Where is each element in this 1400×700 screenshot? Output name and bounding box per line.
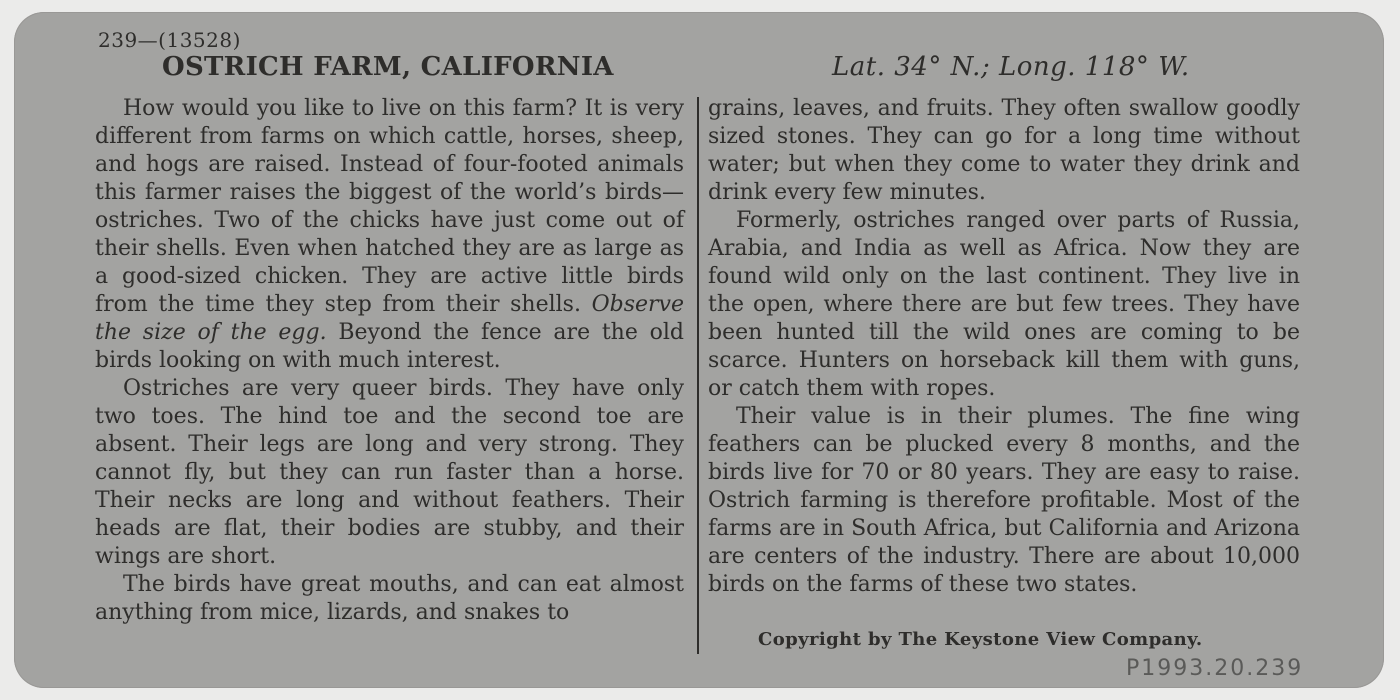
left-text-column bbox=[95, 95, 684, 627]
paragraph-description: Ostriches are very queer birds. They have only two toes. The hind toe and the second toe are absent. Their legs are long and very strong. They cannot fly, but they can run faster than a horse. Their necks are long and without feathers. Their heads are flat, their bodies are stubby, and their wings are short. bbox=[95, 376, 684, 569]
catalog-number: 239—(13528) bbox=[98, 28, 241, 52]
card-title: OSTRICH FARM, CALIFORNIA bbox=[162, 52, 614, 82]
right-text-column bbox=[708, 95, 1300, 599]
stereoview-card-back bbox=[14, 12, 1384, 688]
coordinates: Lat. 34° N.; Long. 118° W. bbox=[832, 52, 1190, 82]
paragraph-intro-italic: Observe the size of the egg. bbox=[95, 292, 684, 345]
paragraph-intro-end: Beyond the fence are the old birds looking on with much interest. bbox=[95, 320, 684, 373]
paragraph-diet-continued: grains, leaves, and fruits. They often swallow goodly sized stones. They can go for a long time without water; but when they come to water they drink and drink every few minutes. bbox=[708, 96, 1300, 205]
paragraph-intro-start: How would you like to live on this farm? It is very different from farms on which cattle, horses, sheep, and hogs are raised. Instead of four-footed animals this farmer raises the biggest of the world’s birds—ostriches. Two of the chicks have just come out of their shells. Even when hatched they are as large as a good-sized chicken. They are active little birds from the time they step from their shells. bbox=[95, 96, 684, 317]
paragraph-value: Their value is in their plumes. The fine wing feathers can be plucked every 8 months, and the birds live for 70 or 80 years. They are easy to raise. Ostrich farming is therefore profitable. Most of the farms are in South Africa, but California and Arizona are centers of the industry. There are about 10,000 birds on the farms of these two states. bbox=[708, 404, 1300, 597]
paragraph-intro bbox=[95, 95, 684, 375]
paragraph-range: Formerly, ostriches ranged over parts of Russia, Arabia, and India as well as Africa. Now they are found wild only on the last continent. They live in the open, where there are but few trees. They have been hunted till the wild ones are coming to be scarce. Hunters on horseback kill them with guns, or catch them with ropes. bbox=[708, 208, 1300, 401]
copyright-line: Copyright by The Keystone View Company. bbox=[758, 629, 1203, 650]
accession-number: P1993.20.239 bbox=[1126, 656, 1304, 681]
column-divider bbox=[697, 97, 699, 654]
paragraph-diet: The birds have great mouths, and can eat almost anything from mice, lizards, and snakes to bbox=[95, 572, 684, 625]
